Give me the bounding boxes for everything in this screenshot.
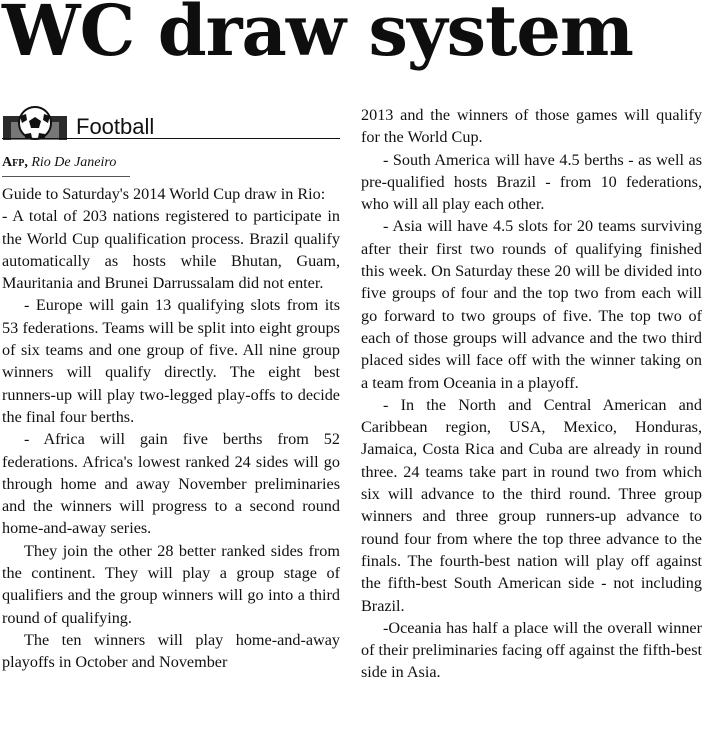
article-column-left (2, 98, 340, 674)
paragraph-africa-continued: They join the other 28 better ranked sides from the continent. They will play a group stage of qualifiers and the group winners will go into a third round of qualifying. (2, 541, 340, 627)
paragraph-playoffs-continued: 2013 and the winners of those games will qualify for the World Cup. (361, 106, 702, 147)
paragraph-asia: - Asia will have 4.5 slots for 20 teams surviving after their first two rounds of qualifying finished this week. On Saturday these 20 will be divided into five groups of four and the top two from each will go forward to two groups of five. The top two of each of those groups will advance and the two third placed sides will face off with the winner taking on a team from Oceania in a playoff. (361, 217, 702, 392)
soccer-ball-icon (3, 106, 67, 140)
section-label: Football (76, 114, 155, 139)
byline-place: Rio De Janeiro (31, 155, 117, 170)
paragraph-intro: Guide to Saturday's 2014 World Cup draw in Rio: (2, 185, 326, 203)
paragraph-playoffs: The ten winners will play home-and-away playoffs in October and November (2, 630, 340, 672)
byline-agency: Afp, (2, 155, 28, 170)
article-column-right (361, 104, 702, 684)
section-header (2, 98, 340, 138)
paragraph-south-america: - South America will have 4.5 berths - as well as pre-qualified hosts Brazil - from 10 federations, who will all play each other. (361, 150, 702, 214)
headline: WC draw system (2, 0, 633, 72)
paragraph-africa: - Africa will gain five berths from 52 federations. Africa's lowest ranked 24 sides will go through home and away November preliminaries and the winners will progress to a second round home-and-away series. (2, 430, 340, 538)
section-rule (2, 138, 340, 139)
paragraph-concacaf: - In the North and Central American and Caribbean region, USA, Mexico, Honduras, Jamaica, Costa Rica and Cuba are already in round three. 24 teams take part in round two from which six will advance to the third round. Three group winners and three group runners-up advance to round four from where the top three advance to the finals. The fourth-best nation will play off against the fifth-best South American side - not including Brazil. (361, 395, 702, 615)
paragraph-total: - A total of 203 nations registered to participate in the World Cup qualification process. Brazil qualify automatically as hosts while Bhutan, Guam, Mauritania and Brunei Darrussalam did not enter. (2, 207, 340, 293)
paragraph-oceania: -Oceania has half a place will the overall winner of their preliminaries facing off against the fifth-best side in Asia. (361, 618, 702, 682)
byline (2, 154, 130, 177)
paragraph-europe: - Europe will gain 13 qualifying slots from its 53 federations. Teams will be split into eight groups of six teams and one group of five. All nine group winners will qualify directly. The eight best runners-up will play two-legged play-offs to decide the final four berths. (2, 296, 340, 426)
